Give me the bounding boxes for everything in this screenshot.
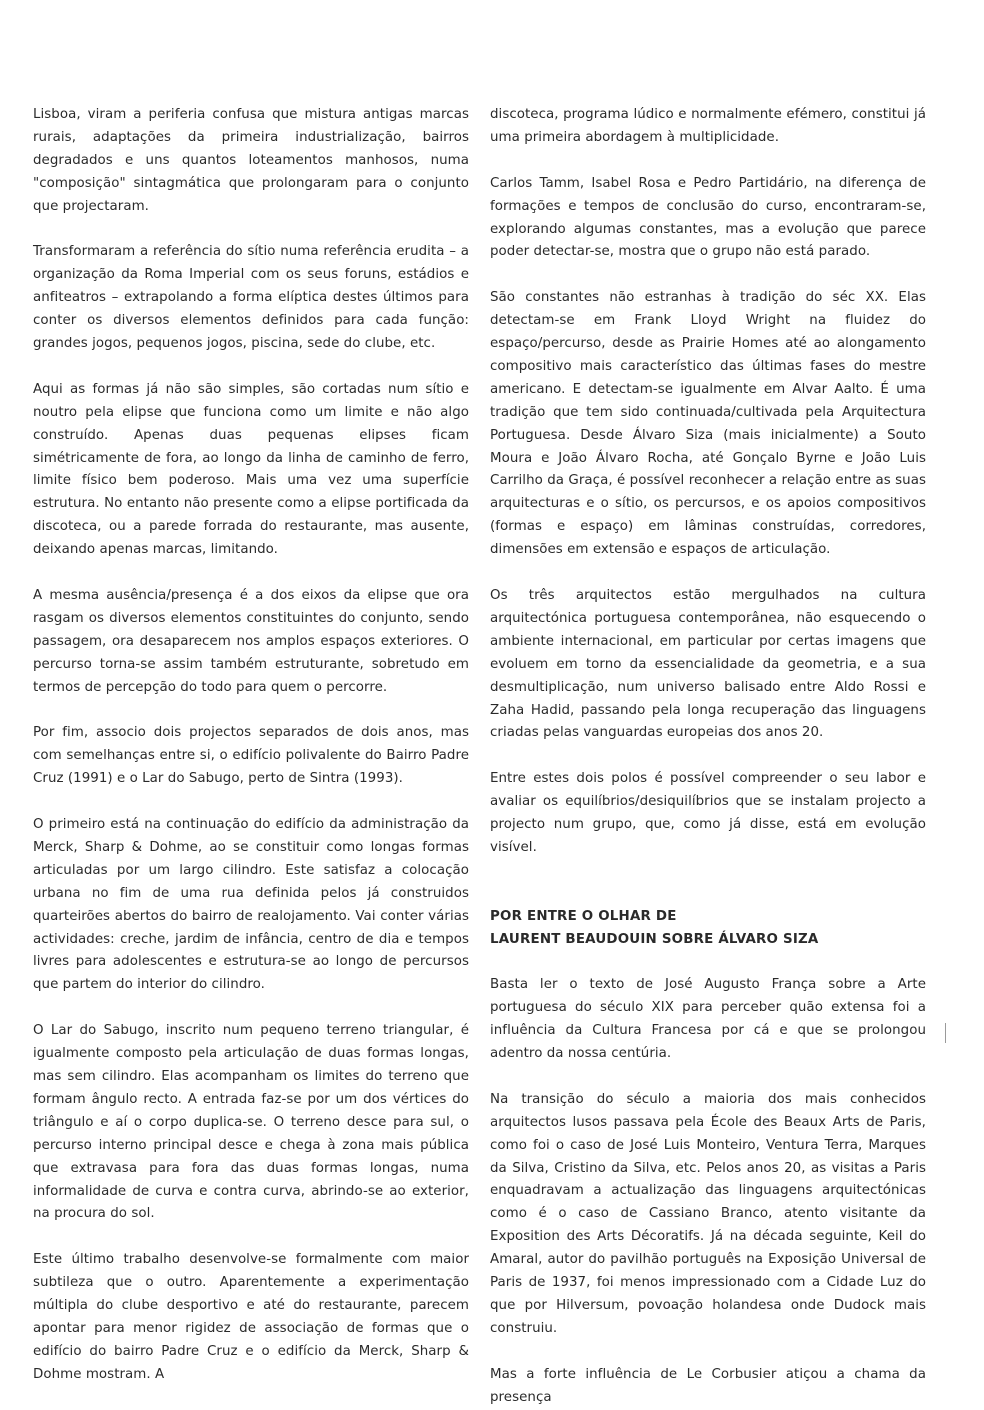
section-heading <box>490 906 926 952</box>
section-heading-line-1: POR ENTRE O OLHAR DE <box>490 908 677 924</box>
body-paragraph: Este último trabalho desenvolve-se formalmente com maior subtileza que o outro. Aparentemente a experimentação múltipla do clube desportivo e até do restaurante, parecem apontar para menor rigidez de associação de formas que o edifício do bairro Padre Cruz e o edifício da Merck, Sharp & Dohme mostram. A <box>33 1252 469 1382</box>
body-paragraph: Mas a forte influência de Le Corbusier atiçou a chama da presença <box>490 1366 926 1405</box>
body-paragraph: Os três arquitectos estão mergulhados na cultura arquitectónica portuguesa contemporânea, não esquecendo o ambiente internacional, em particular por certas imagens que evoluem em torno da essencialidade da geometria, e a sua desmultiplicação, num universo balisado entre Aldo Rossi e Zaha Hadid, passando pela longa recuperação das linguagens criadas pelas vanguardas europeias dos anos 20. <box>490 587 926 741</box>
body-paragraph: Basta ler o texto de José Augusto França sobre a Arte portuguesa do século XIX para perceber quão extensa foi a influência da Cultura Francesa por cá e que se prolongou adentro da nossa centúria. <box>490 977 926 1062</box>
body-paragraph: Aqui as formas já não são simples, são cortadas num sítio e noutro pela elipse que funciona como um limite e não algo construído. Apenas duas pequenas elipses ficam simétricamente de fora, ao longo da linha de caminho de ferro, limite físico bem poderoso. Mais uma vez uma superfície estrutura. No entanto não presente como a elipse portificada da discoteca, ou a parede forrada do restaurante, mas ausente, deixando apenas marcas, limitando. <box>33 381 469 558</box>
body-paragraph: Transformaram a referência do sítio numa referência erudita – a organização da Roma Imperial com os seus foruns, estádios e anfiteatros – extrapolando a forma elíptica destes últimos para conter os diversos elementos definidos para cada função: grandes jogos, pequenos jogos, piscina, sede do clube, etc. <box>33 244 469 352</box>
body-paragraph: São constantes não estranhas à tradição do séc XX. Elas detectam-se em Frank Lloyd Wright na fluidez do espaço/percurso, desde as Prairie Homes até ao alongamento compositivo mais característico das últimas fases do mestre americano. E detectam-se igualmente em Alvar Aalto. É uma tradição que tem sido continuada/cultivada pela Arquitectura Portuguesa. Desde Álvaro Siza (mais inicialmente) a Souto Moura e João Álvaro Rocha, até Gonçalo Byrne e João Luis Carrilho da Graça, é possível reconhecer a relação entre as suas arquitecturas e o sítio, os percursos, e os apoios compositivos (formas e espaço) em lâminas construídas, corredores, dimensões em extensão e espaços de articulação. <box>490 290 926 558</box>
body-paragraph: O primeiro está na continuação do edifício da administração da Merck, Sharp & Dohme, ao se constituir como longas formas articuladas por um largo cilindro. Este satisfaz a colocação urbana no fim de uma rua definida pelos já construidos quarteirões abertos do bairro de realojamento. Vai conter várias actividades: creche, jardim de infância, centro de dia e tempos livres para adolescentes e estrutura-se ao longo de percursos que partem do interior do cilindro. <box>33 817 469 993</box>
body-paragraph: A mesma ausência/presença é a dos eixos da elipse que ora rasgam os diversos elementos constituintes do conjunto, sendo passagem, ora desaparecem nos amplos espaços exteriores. O percurso torna-se assim também estruturante, sobretudo em termos de percepção do todo para quem o percorre. <box>33 587 469 695</box>
body-paragraph: Lisboa, viram a periferia confusa que mistura antigas marcas rurais, adaptações da primeira industrialização, bairros degradados e uns quantos loteamentos manhosos, numa "composição" sintagmática que prolongaram para o conjunto que projectaram. <box>33 107 469 214</box>
body-paragraph: O Lar do Sabugo, inscrito num pequeno terreno triangular, é igualmente composto pela articulação de duas formas longas, mas sem cilindro. Elas acompanham os limites do terreno que formam ângulo recto. A entrada faz-se por um dos vértices do triângulo e aí o corpo duplica-se. O terreno desce para sul, o percurso interno principal desce e chega à zona mais pública que extravasa para fora das duas formas longas, numa informalidade de curva e contra curva, abrindo-se ao exterior, na procura do sol. <box>33 1023 469 1222</box>
body-paragraph: discoteca, programa lúdico e normalmente efémero, constitui já uma primeira abordagem à multiplicidade. <box>490 107 926 145</box>
body-paragraph: Por fim, associo dois projectos separados de dois anos, mas com semelhanças entre si, o edifício polivalente do Bairro Padre Cruz (1991) e o Lar do Sabugo, perto de Sintra (1993). <box>33 725 469 787</box>
left-text-column <box>33 104 469 1387</box>
right-text-column <box>490 104 926 1410</box>
body-paragraph: Entre estes dois polos é possível compreender o seu labor e avaliar os equilíbrios/desiquilíbrios que se instalam projecto a projecto num grupo, que, como já disse, está em evolução visível. <box>490 771 926 855</box>
scan-margin-mark <box>945 1023 946 1043</box>
body-paragraph: Carlos Tamm, Isabel Rosa e Pedro Partidário, na diferença de formações e tempos de conclusão do curso, encontraram-se, explorando algumas constantes, mas a evolução que parece poder detectar-se, mostra que o grupo não está parado. <box>490 175 926 260</box>
section-heading-line-2: LAURENT BEAUDOUIN SOBRE ÁLVARO SIZA <box>490 931 819 947</box>
body-paragraph: Na transição do século a maioria dos mais conhecidos arquitectos lusos passava pela École des Beaux Arts de Paris, como foi o caso de José Luis Monteiro, Ventura Terra, Marques da Silva, Cristino da Silva, etc. Pelos anos 20, as visitas a Paris enquadravam a actualização das linguagens arquitectónicas como é o caso de Cassiano Branco, atento visitante da Exposition des Arts Décoratifs. Já na década seguinte, Keil do Amaral, autor do pavilhão português na Exposição Universal de Paris de 1937, foi menos impressionado com a Cidade Luz do que por Hilversum, povoação holandesa onde Dudock mais construiu. <box>490 1091 926 1336</box>
